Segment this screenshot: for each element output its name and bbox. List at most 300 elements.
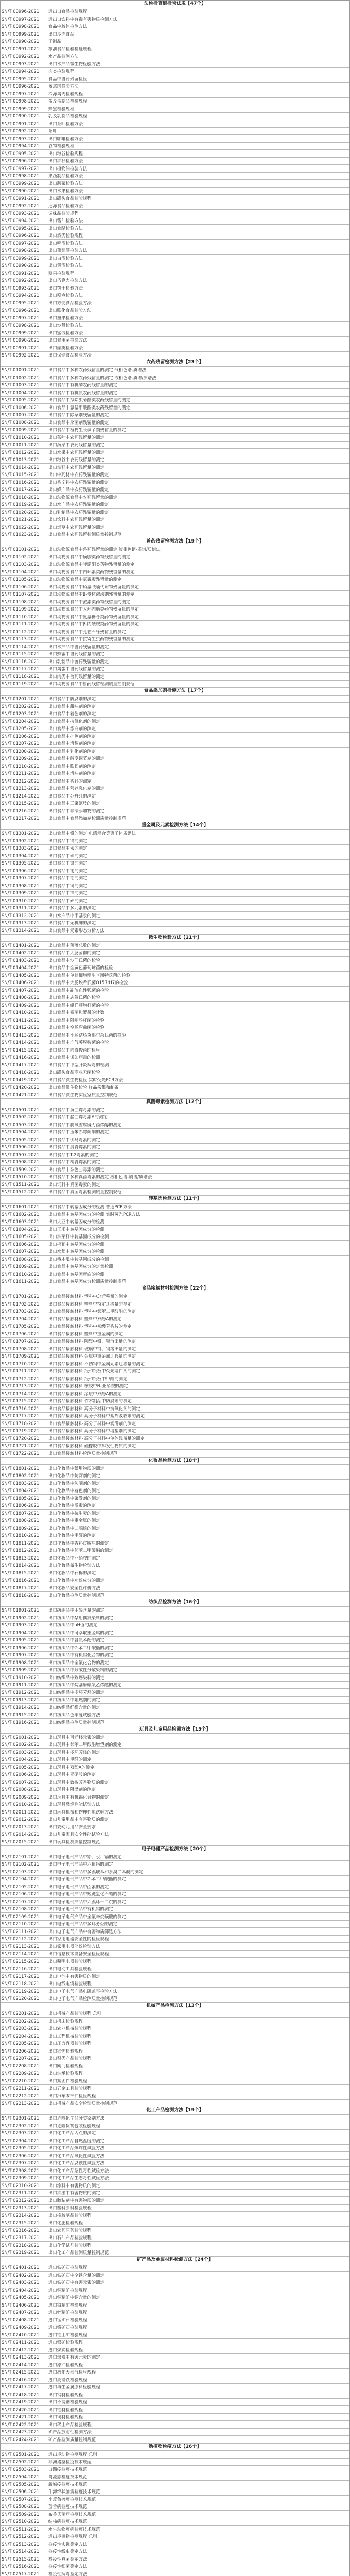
standard-row — [1, 1584, 349, 1592]
standard-title: 出口电子电气产品中邻苯二甲酸酯的测定 — [48, 1877, 126, 1882]
standard-row — [1, 1315, 349, 1323]
standard-title: 出口棉花中转基因成分的检测 — [48, 1242, 104, 1246]
standard-title: 出口轴承检验规程 — [48, 2071, 83, 2076]
standard-row — [1, 755, 349, 763]
standard-row — [1, 1614, 349, 1622]
standard-code: SN/T 01602-2021 — [2, 1212, 40, 1216]
standard-code: SN/T 01008-2021 — [2, 420, 40, 425]
standard-title: 检疫性病毒鉴定方法 — [48, 2571, 87, 2576]
standard-row — [1, 2130, 349, 2138]
standard-code: SN/T 01103-2021 — [2, 562, 40, 567]
standard-code: SN/T 02304-2021 — [2, 2138, 40, 2143]
standard-code: SN/T 02111-2021 — [2, 1929, 40, 1934]
standard-title: 出口水稻中转基因成分的检测 — [48, 1249, 104, 1254]
standard-title: 出口葡萄酒检验方法 — [48, 248, 87, 253]
standard-row — [1, 1241, 349, 1248]
standard-code: SN/T 02418-2021 — [2, 2392, 40, 2397]
standard-code: SN/T 02206-2021 — [2, 2048, 40, 2053]
standard-title: 进出口食品检验规程 — [48, 9, 87, 14]
standard-code: SN/T 02110-2021 — [2, 1922, 40, 1926]
standard-code: SN/T 02517-2021 — [2, 2571, 40, 2576]
standard-title: 出口食品中增味剂的测定 — [48, 771, 96, 776]
standard-code: SN/T 01007-2021 — [2, 413, 40, 417]
standard-row — [1, 68, 349, 76]
standard-title: 出口食品接触材料 高分子材料中润滑剂的测定 — [48, 1421, 136, 1426]
standard-title: 出口水产品中兽药残留量的测定 — [48, 644, 109, 649]
standard-code: SN/T 01411-2021 — [2, 1018, 40, 1022]
standard-title: 出口食品接触材料 玻璃中铅、镉溶出量的测定 — [48, 1346, 136, 1351]
standard-title: 进出境植物检疫规程 总则 — [48, 2534, 97, 2539]
standard-title: 出口食品接触材料 塑料中重金属的测定 — [48, 1331, 124, 1336]
standard-title: 进口铁矿石中有害元素的测定 — [48, 2280, 104, 2285]
standard-code: SN/T 01101-2021 — [2, 547, 40, 552]
standard-row — [1, 860, 349, 868]
standard-code: SN/T 02511-2021 — [2, 2527, 40, 2531]
standard-code: SN/T 01508-2021 — [2, 1160, 40, 1164]
standard-code: SN/T 01303-2021 — [2, 846, 40, 851]
standard-code: SN/T 02003-2021 — [2, 1750, 40, 1754]
standard-code: SN/T 00990-2021 — [2, 189, 40, 193]
standard-code: SN/T 01009-2021 — [2, 428, 40, 432]
standard-code: SN/T 01015-2021 — [2, 472, 40, 477]
standard-title: 出口工程机械检验规程 — [48, 2033, 92, 2038]
standard-row — [1, 1689, 349, 1697]
standard-title: 出口电子电气产品中六价铬的测定 — [48, 1862, 113, 1867]
standard-code: SN/T 00992-2021 — [2, 54, 40, 59]
standard-title: 出口婴幼儿用品安全要求 — [48, 1824, 96, 1829]
standard-row — [1, 882, 349, 890]
standard-code: SN/T 01720-2021 — [2, 1436, 40, 1440]
standard-code: SN/T 01709-2021 — [2, 1354, 40, 1359]
section-header: 纺织品检测方法【16个】 — [1, 1599, 349, 1607]
standard-title: 出口食品接触材料 高分子材料中单体残留量的测定 — [48, 1436, 145, 1440]
standard-row — [1, 785, 349, 793]
standard-row — [1, 1189, 349, 1196]
standard-row — [1, 1547, 349, 1555]
standard-title: 出口食品中沙门氏菌的检验 — [48, 958, 100, 962]
standard-code: SN/T 01205-2021 — [2, 726, 40, 731]
standard-row — [1, 389, 349, 397]
standard-title: 出口纺织品中甲醛含量的测定 — [48, 1608, 104, 1613]
standard-row — [1, 150, 349, 158]
standard-title: 出口化妆品安全性评价方法 — [48, 1585, 100, 1590]
standard-row — [1, 322, 349, 330]
standard-code: SN/T 00996-2021 — [2, 308, 40, 313]
standard-row — [1, 113, 349, 121]
standard-title: 畜禽肉检验方法 — [48, 84, 79, 89]
standard-title: 出口纺织品中多环芳烃的测定 — [48, 1690, 104, 1694]
standard-code: SN/T 01718-2021 — [2, 1421, 40, 1426]
standard-code: SN/T 01114-2021 — [2, 644, 40, 649]
standard-row — [1, 957, 349, 964]
standard-title: 出口中药材中农药残留量的测定 — [48, 472, 109, 477]
standard-row — [1, 1308, 349, 1316]
standard-row — [1, 1129, 349, 1137]
standard-row — [1, 1091, 349, 1099]
standard-row — [1, 2070, 349, 2078]
standard-title: 出口食品接触材料 塑料中特定迁移量的测定 — [48, 1301, 132, 1306]
standard-title: 出口化妆品中甲醛的测定 — [48, 1533, 96, 1538]
standard-code: SN/T 02414-2021 — [2, 2362, 40, 2367]
standard-title: 出口食品接触材料 纸和纸板中荧光增白剂的测定 — [48, 1369, 141, 1374]
standard-title: 出口动物源食品中硝基呋喃代谢物残留量的测定 — [48, 584, 139, 589]
standard-row — [1, 583, 349, 591]
standard-code: SN/T 01416-2021 — [2, 1055, 40, 1060]
standard-code: SN/T 00995-2021 — [2, 151, 40, 156]
standard-title: 出口食品中黄曲霉毒素的测定 — [48, 1107, 104, 1112]
standard-title: 出口化妆品中功效成分的测定 — [48, 1578, 104, 1583]
standard-code: SN/T 01912-2021 — [2, 1690, 40, 1694]
standard-title: 出口胶粘剂中有害物质的测定 — [48, 2198, 104, 2202]
standard-title: 出口蔬菜检验方法 — [48, 181, 83, 185]
standard-title: 出口食品中阪崎肠杆菌的检验 — [48, 1018, 104, 1022]
standard-code: SN/T 01716-2021 — [2, 1406, 40, 1411]
standard-title: 进口锰矿石检验规程 — [48, 2317, 87, 2322]
standard-code: SN/T 02502-2021 — [2, 2460, 40, 2464]
standard-row — [1, 2197, 349, 2205]
standard-code: SN/T 02308-2021 — [2, 2168, 40, 2173]
standard-title: 出口纺织品中邻苯二甲酸酯的测定 — [48, 1645, 113, 1650]
standard-code: SN/T 01412-2021 — [2, 1025, 40, 1030]
standard-title: 矿产品放射性检测方法 — [48, 2430, 92, 2434]
standard-title: 出口食品中玉米赤霉烯酮的测定 — [48, 1130, 109, 1134]
standard-code: SN/T 02506-2021 — [2, 2489, 40, 2494]
standard-code: SN/T 02318-2021 — [2, 2243, 40, 2247]
standard-title: 出口电子电气产品中短链氯化石蜡的测定 — [48, 1892, 126, 1896]
standard-title: 出口食品中除草剂残留量的测定 — [48, 413, 109, 417]
standard-title: 谷物检验规程 — [48, 144, 75, 148]
standard-row — [1, 1554, 349, 1562]
standard-code: SN/T 02409-2021 — [2, 2325, 40, 2330]
standard-row — [1, 2459, 349, 2466]
standard-title: 出口纺织品中含氯苯酚的测定 — [48, 1638, 104, 1642]
standard-row — [1, 314, 349, 322]
standard-code: SN/T 00990-2021 — [2, 114, 40, 118]
standard-title: 出口纺织品中致敏性分散染料的测定 — [48, 1668, 117, 1672]
standard-row — [1, 1958, 349, 1965]
standard-code: SN/T 00995-2021 — [2, 76, 40, 81]
standard-row — [1, 1345, 349, 1353]
standard-title: 出口食品接触材料 塑料中初级芳香胺的测定 — [48, 1324, 132, 1329]
standard-code: SN/T 01903-2021 — [2, 1623, 40, 1628]
standard-code: SN/T 01302-2021 — [2, 838, 40, 843]
standard-title: 出口保健食品检验方法 — [48, 353, 92, 358]
standard-code: SN/T 00994-2021 — [2, 144, 40, 148]
standard-title: 检疫性细菌鉴定方法 — [48, 2564, 87, 2569]
standard-row — [1, 2540, 349, 2548]
standard-row — [1, 2436, 349, 2444]
standard-title: 出口食品中汞的测定 — [48, 846, 87, 851]
standard-title: 出口食品中硒的测定 — [48, 898, 87, 903]
standard-row — [1, 905, 349, 912]
standard-title: 冷冻禽肉检验规程 — [48, 91, 83, 96]
standard-title: 出口食品接触材料检测质量控制规范 — [48, 1451, 117, 1455]
standard-code: SN/T 01816-2021 — [2, 1578, 40, 1583]
section-header: 兽药残留检测方法【19个】 — [1, 538, 349, 546]
standard-row — [1, 2010, 349, 2018]
standard-code: SN/T 02114-2021 — [2, 1952, 40, 1956]
standard-row — [1, 1398, 349, 1405]
standard-code: SN/T 01913-2021 — [2, 1698, 40, 1702]
standard-code: SN/T 01512-2021 — [2, 1190, 40, 1194]
standard-row — [1, 2040, 349, 2048]
standard-title: 出口冷冻食品 — [48, 31, 75, 36]
section-header: 玩具及儿童用品检测方法【15个】 — [1, 1726, 349, 1734]
standard-row — [1, 1876, 349, 1884]
standard-title: 出口塑料原料检验规程 — [48, 2206, 92, 2210]
standard-row — [1, 777, 349, 785]
standard-code: SN/T 00994-2021 — [2, 69, 40, 74]
section-header: 微生物检验方法【21个】 — [1, 935, 349, 942]
standard-title: 出口饼干检验方法 — [48, 285, 83, 290]
standard-code: SN/T 01109-2021 — [2, 607, 40, 612]
standard-row — [1, 830, 349, 838]
standard-code: SN/T 00992-2021 — [2, 204, 40, 208]
standard-title: 果蔬制品检验方法 — [48, 174, 83, 178]
standard-code: SN/T 01501-2021 — [2, 1107, 40, 1112]
standard-row — [1, 1465, 349, 1472]
standard-title: 出口紧固件检验规程 — [48, 2078, 87, 2083]
standard-code: SN/T 01608-2021 — [2, 1257, 40, 1261]
standard-row — [1, 1151, 349, 1159]
standard-code: SN/T 01507-2021 — [2, 1152, 40, 1157]
standard-title: 出口家用电器安全性能检验规程 — [48, 1937, 109, 1941]
standard-code: SN/T 02014-2021 — [2, 1832, 40, 1837]
standard-row — [1, 1009, 349, 1017]
standard-row — [1, 1383, 349, 1391]
standard-title: 出口电子电气产品中多环芳烃的测定 — [48, 1922, 117, 1926]
standard-row — [1, 2145, 349, 2153]
standard-title: 出口食品中砷的测定 — [48, 853, 87, 858]
standard-title: 出口食品中赭曲霉毒素A的测定 — [48, 1115, 108, 1120]
standard-code: SN/T 02116-2021 — [2, 1967, 40, 1971]
section-header: 重金属及元素检测方法【14个】 — [1, 822, 349, 830]
standard-row — [1, 2384, 349, 2392]
standard-code: SN/T 01105-2021 — [2, 577, 40, 582]
standard-code: SN/T 00995-2021 — [2, 300, 40, 305]
standard-code: SN/T 01403-2021 — [2, 958, 40, 962]
standard-row — [1, 419, 349, 427]
standard-code: SN/T 02313-2021 — [2, 2206, 40, 2210]
standard-row — [1, 1420, 349, 1428]
standard-code: SN/T 01214-2021 — [2, 793, 40, 798]
standard-title: 出口电子电气产品电磁兼容检验方法 — [48, 1989, 117, 1993]
standard-title: 出口粮谷检验规程 — [48, 151, 83, 156]
standard-code: SN/T 02302-2021 — [2, 2123, 40, 2128]
standard-code: SN/T 00998-2021 — [2, 248, 40, 253]
standard-code: SN/T 01115-2021 — [2, 652, 40, 656]
standard-code: SN/T 01404-2021 — [2, 965, 40, 970]
standard-code: SN/T 01408-2021 — [2, 995, 40, 1000]
standard-code: SN/T 01212-2021 — [2, 778, 40, 783]
standard-row — [1, 1338, 349, 1346]
standard-title: 检疫性实蝇鉴定方法 — [48, 2541, 87, 2546]
standard-title: 出口机械产品检验规程 总则 — [48, 2011, 102, 2016]
standard-code: SN/T 02319-2021 — [2, 2250, 40, 2255]
standard-row — [1, 1861, 349, 1869]
standard-code: SN/T 01815-2021 — [2, 1570, 40, 1575]
standard-title: 出口不锈钢检验规程 — [48, 2400, 87, 2404]
standard-row — [1, 494, 349, 501]
standard-row — [1, 1734, 349, 1741]
standard-code: SN/T 01907-2021 — [2, 1653, 40, 1657]
standard-code: SN/T 00998-2021 — [2, 323, 40, 328]
standard-title: 出口化妆品中禁用物质的测定 — [48, 1466, 104, 1470]
standard-row — [1, 972, 349, 979]
standard-row — [1, 30, 349, 38]
standard-code: SN/T 01806-2021 — [2, 1503, 40, 1508]
standard-row — [1, 658, 349, 666]
standard-row — [1, 2473, 349, 2481]
standard-code: SN/T 01704-2021 — [2, 1316, 40, 1321]
standard-code: SN/T 02415-2021 — [2, 2370, 40, 2375]
standard-code: SN/T 01108-2021 — [2, 599, 40, 604]
standard-row — [1, 1921, 349, 1928]
standard-code: SN/T 02314-2021 — [2, 2213, 40, 2217]
standard-title: 出口食品中铅的测定 电感耦合等离子体质谱法 — [48, 831, 136, 836]
standard-code: SN/T 02503-2021 — [2, 2467, 40, 2471]
standard-code: SN/T 01110-2021 — [2, 614, 40, 619]
standard-title: 出口玩具中邻苯二甲酸酯增塑剂的测定 — [48, 1742, 122, 1747]
standard-row — [1, 673, 349, 681]
standard-row — [1, 942, 349, 950]
standard-title: 出口动物源食品中孔雀石绿残留量的测定 — [48, 629, 126, 634]
standard-row — [1, 807, 349, 815]
standard-code: SN/T 01016-2021 — [2, 480, 40, 484]
standard-code: SN/T 00991-2021 — [2, 196, 40, 200]
standard-title: 出口动物源食品中兽药残留检测质量控制规范 — [48, 682, 135, 686]
standard-code: SN/T 01601-2021 — [2, 1205, 40, 1209]
standard-code: SN/T 01304-2021 — [2, 853, 40, 858]
standard-code: SN/T 02201-2021 — [2, 2011, 40, 2016]
standard-code: SN/T 01511-2021 — [2, 1182, 40, 1187]
standard-code: SN/T 02104-2021 — [2, 1877, 40, 1882]
standard-title: 出口食品中锡的测定 — [48, 868, 87, 873]
standard-title: 出口食品接触材料 陶瓷中铅、镉溶出量的测定 — [48, 1339, 136, 1344]
standard-row — [1, 1793, 349, 1801]
standard-code: SN/T 02301-2021 — [2, 2116, 40, 2121]
standard-row — [1, 232, 349, 240]
standard-code: SN/T 01112-2021 — [2, 629, 40, 634]
standard-title: 出口食品中无机砷的测定 — [48, 921, 96, 925]
standard-row — [1, 397, 349, 404]
standard-code: SN/T 01118-2021 — [2, 674, 40, 679]
standard-row — [1, 60, 349, 68]
standard-title: 出口危险货物包装检验规程 — [48, 2123, 100, 2128]
section-header: 矿产品及金属材料检测方法【24个】 — [1, 2257, 349, 2264]
standard-row — [1, 1808, 349, 1816]
standard-title: 出口白酒检验方法 — [48, 256, 83, 260]
standard-code: SN/T 02411-2021 — [2, 2340, 40, 2345]
standard-code: SN/T 01702-2021 — [2, 1301, 40, 1306]
standard-title: 出口化妆品中激素的测定 — [48, 1503, 96, 1508]
standard-row — [1, 621, 349, 629]
standard-code: SN/T 01811-2021 — [2, 1540, 40, 1545]
standard-title: 糖果检验规程 — [48, 270, 75, 275]
standard-row — [1, 1061, 349, 1069]
standard-row — [1, 2503, 349, 2511]
standard-row — [1, 165, 349, 173]
standard-row — [1, 509, 349, 516]
standard-title: 出口化妆品中抗生素的测定 — [48, 1511, 100, 1515]
standard-code: SN/T 01603-2021 — [2, 1219, 40, 1224]
standard-code: SN/T 01405-2021 — [2, 973, 40, 977]
standard-title: 进出口饮料中有毒有害物质检测方法 — [48, 16, 117, 21]
standard-row — [1, 987, 349, 994]
standard-code: SN/T 01916-2021 — [2, 1720, 40, 1724]
standard-title: 出口方便食品检验方法 — [48, 300, 92, 305]
standard-code: SN/T 01406-2021 — [2, 980, 40, 985]
standard-row — [1, 2085, 349, 2093]
standard-title: 出口食品中有机氯农药残留量的测定 — [48, 390, 117, 395]
standard-code: SN/T 00996-2021 — [2, 233, 40, 238]
standard-title: 出口电子电气产品中有机锡的测定 — [48, 1907, 113, 1911]
standard-code: SN/T 02513-2021 — [2, 2541, 40, 2546]
standard-row — [1, 561, 349, 569]
standard-code: SN/T 02310-2021 — [2, 2183, 40, 2188]
standard-code: SN/T 00993-2021 — [2, 136, 40, 141]
standard-code: SN/T 01111-2021 — [2, 622, 40, 626]
standard-row — [1, 1682, 349, 1689]
standard-row — [1, 613, 349, 621]
standard-row — [1, 195, 349, 202]
standard-title: 出口钢材检验规程 — [48, 2392, 83, 2397]
standard-row — [1, 1106, 349, 1114]
standard-title: 出口电子电气产品中多溴联苯和多溴二苯醚的测定 — [48, 1869, 144, 1874]
standard-title: 出口食品中防腐剂的测定 — [48, 697, 96, 701]
standard-title: 出口锅炉检验规程 — [48, 2048, 83, 2053]
standard-row — [1, 920, 349, 927]
standard-title: 出口化妆品中二噁烷的测定 — [48, 1526, 100, 1530]
standard-title: 出口电子电气产品中铅、汞、镉的测定 — [48, 1854, 122, 1859]
standard-row — [1, 1218, 349, 1226]
standard-title: 蜂蜜检验规程 — [48, 106, 75, 111]
standard-code: SN/T 02211-2021 — [2, 2086, 40, 2091]
standard-row — [1, 299, 349, 307]
standard-title: 出口蔬菜中农药残留量的测定 — [48, 443, 104, 447]
standard-title: 进口液化天然气检验规程 — [48, 2370, 96, 2375]
standard-row — [1, 2511, 349, 2518]
standard-row — [1, 2190, 349, 2197]
standard-code: SN/T 01909-2021 — [2, 1668, 40, 1672]
standard-title: 出口食品接触材料 高分子材料中增塑剂的测定 — [48, 1429, 136, 1433]
standard-row — [1, 2122, 349, 2130]
standard-code: SN/T 01717-2021 — [2, 1414, 40, 1418]
standard-title: 出口食品中转基因成分的检测 普通PCR方法 — [48, 1205, 132, 1209]
standard-title: 出口食品中乳化剂的测定 — [48, 749, 96, 753]
standard-code: SN/T 02208-2021 — [2, 2063, 40, 2068]
standard-row — [1, 1024, 349, 1032]
standard-row — [1, 1443, 349, 1450]
standard-title: 进口废钢铁检验规程 — [48, 2377, 87, 2382]
standard-title: 茶叶 — [48, 129, 57, 133]
section-header: 化妆品检测方法【18个】 — [1, 1458, 349, 1465]
standard-code: SN/T 02103-2021 — [2, 1869, 40, 1874]
standard-title: 禽流感检疫技术规范 — [48, 2475, 87, 2479]
standard-title: 出口纺织品中有机锡化合物的测定 — [48, 1653, 113, 1657]
standard-code: SN/T 01204-2021 — [2, 719, 40, 723]
standard-row — [1, 434, 349, 442]
standard-row — [1, 1883, 349, 1891]
standard-code: SN/T 02307-2021 — [2, 2161, 40, 2165]
standard-row — [1, 1906, 349, 1913]
standard-code: SN/T 01605-2021 — [2, 1234, 40, 1239]
standard-row — [1, 1016, 349, 1024]
standard-row — [1, 1039, 349, 1047]
standard-code: SN/T 01306-2021 — [2, 868, 40, 873]
standard-code: SN/T 01210-2021 — [2, 764, 40, 768]
standard-title: 出口食品中元素形态分析方法 — [48, 928, 104, 933]
